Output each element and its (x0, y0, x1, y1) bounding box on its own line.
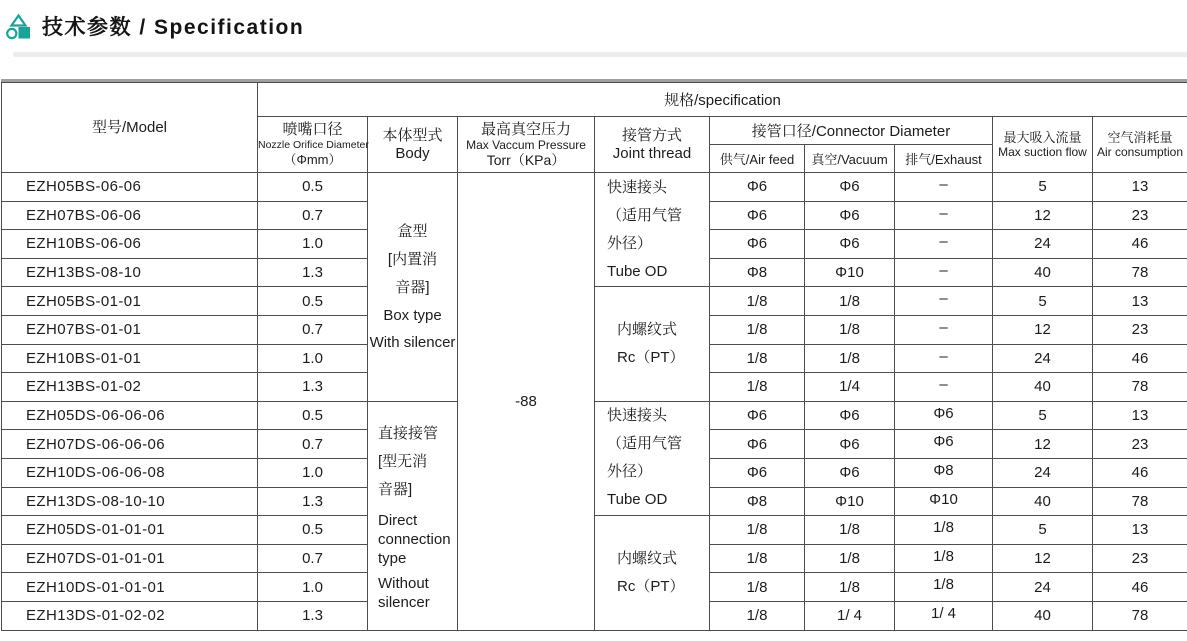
body-line: 盒型 (397, 222, 428, 240)
cell-consumption: 23 (1093, 430, 1187, 459)
header-air-feed: 供气/Air feed (710, 145, 805, 173)
cell-body-type-direct (368, 401, 458, 630)
header-specification: 规格/specification (258, 83, 1187, 117)
body-line: [型无消 (378, 452, 428, 470)
header-nozzle-zh: 喷嘴口径 (282, 121, 343, 138)
header-joint-zh: 接管方式 (621, 126, 682, 144)
cell-consumption: 78 (1093, 487, 1187, 516)
cell-air-feed: 1/8 (710, 344, 805, 373)
header-nozzle-unit: （Φmm） (283, 152, 342, 167)
cell-model: EZH07BS-01-01 (2, 315, 258, 344)
joint-line: 快速接头 (607, 178, 668, 196)
joint-line: 外径） (607, 463, 653, 481)
header-pressure-en: Max Vaccum Pressure (466, 138, 586, 152)
cell-suction: 12 (993, 315, 1093, 344)
table-row (2, 401, 1187, 430)
cell-suction: 24 (993, 458, 1093, 487)
cell-vacuum: 1/ 4 (805, 601, 895, 630)
header-consumption (1093, 117, 1187, 173)
cell-exhaust: Φ8 (895, 458, 993, 487)
cell-model: EZH07DS-06-06-06 (2, 430, 258, 459)
cell-air-feed: Φ6 (710, 430, 805, 459)
body-line: connection (378, 530, 451, 548)
joint-line: （适用气管 (607, 435, 683, 453)
body-line: Without (378, 574, 429, 592)
cell-nozzle: 1.0 (258, 344, 368, 373)
cell-suction: 40 (993, 487, 1093, 516)
cell-model: EZH10DS-06-06-08 (2, 458, 258, 487)
header-nozzle (258, 117, 368, 173)
cell-model: EZH05DS-06-06-06 (2, 401, 258, 430)
cell-suction: 5 (993, 287, 1093, 316)
cell-consumption: 23 (1093, 315, 1187, 344)
cell-suction: 24 (993, 573, 1093, 602)
cell-vacuum: Φ10 (805, 487, 895, 516)
cell-nozzle: 0.5 (258, 173, 368, 202)
cell-nozzle: 1.3 (258, 487, 368, 516)
body-line: type (378, 549, 407, 567)
cell-model: EZH13DS-01-02-02 (2, 601, 258, 630)
cell-suction: 12 (993, 201, 1093, 230)
body-line: [内置消 (387, 250, 438, 268)
cell-air-feed: Φ6 (710, 173, 805, 202)
header-joint (595, 117, 710, 173)
joint-line: Tube OD (607, 262, 668, 280)
header-consumption-zh: 空气消耗量 (1107, 130, 1173, 145)
cell-nozzle: 1.0 (258, 573, 368, 602)
cell-consumption: 13 (1093, 401, 1187, 430)
cell-exhaust: Φ10 (895, 487, 993, 516)
body-line: Box type (383, 306, 442, 324)
joint-line: Rc（PT） (617, 349, 685, 367)
cell-consumption: 46 (1093, 573, 1187, 602)
cell-model: EZH13BS-01-02 (2, 373, 258, 402)
cell-joint-quick-2 (595, 401, 710, 515)
cell-air-feed: 1/8 (710, 373, 805, 402)
cell-exhaust: – (895, 287, 993, 316)
header-body (368, 117, 458, 173)
spec-table (1, 82, 1187, 631)
cell-vacuum: Φ6 (805, 201, 895, 230)
cell-suction: 5 (993, 516, 1093, 545)
cell-suction: 24 (993, 230, 1093, 259)
cell-consumption: 78 (1093, 258, 1187, 287)
body-line: 直接接管 (378, 424, 439, 442)
cell-vacuum: Φ6 (805, 430, 895, 459)
cell-vacuum: 1/8 (805, 516, 895, 545)
body-line: silencer (378, 593, 430, 611)
cell-exhaust: – (895, 315, 993, 344)
header-nozzle-en: Nozzle Orifice Diameter (258, 139, 369, 151)
cell-suction: 40 (993, 601, 1093, 630)
cell-nozzle: 1.3 (258, 373, 368, 402)
cell-consumption: 13 (1093, 287, 1187, 316)
cell-nozzle: 0.7 (258, 315, 368, 344)
cell-exhaust: Φ6 (895, 430, 993, 459)
body-line: 音器] (378, 480, 413, 498)
cell-consumption: 23 (1093, 201, 1187, 230)
cell-consumption: 46 (1093, 458, 1187, 487)
cell-consumption: 46 (1093, 230, 1187, 259)
cell-model: EZH10BS-06-06 (2, 230, 258, 259)
cell-air-feed: Φ6 (710, 201, 805, 230)
cell-air-feed: Φ8 (710, 258, 805, 287)
cell-exhaust: – (895, 230, 993, 259)
cell-air-feed: 1/8 (710, 315, 805, 344)
cell-air-feed: 1/8 (710, 573, 805, 602)
cell-model: EZH05BS-01-01 (2, 287, 258, 316)
joint-line: （适用气管 (607, 206, 683, 224)
cell-nozzle: 0.5 (258, 516, 368, 545)
cell-nozzle: 0.7 (258, 201, 368, 230)
header-suction (993, 117, 1093, 173)
cell-body-type-box (368, 173, 458, 402)
cell-model: EZH10DS-01-01-01 (2, 573, 258, 602)
cell-vacuum: 1/8 (805, 573, 895, 602)
cell-model: EZH05BS-06-06 (2, 173, 258, 202)
body-line: With silencer (369, 333, 456, 351)
table-row (2, 287, 1187, 316)
cell-vacuum: 1/4 (805, 373, 895, 402)
cell-vacuum: Φ6 (805, 458, 895, 487)
header-pressure-unit: Torr（KPa） (486, 152, 566, 168)
cell-air-feed: 1/8 (710, 516, 805, 545)
table-row (2, 516, 1187, 545)
cell-suction: 5 (993, 401, 1093, 430)
cell-consumption: 13 (1093, 516, 1187, 545)
header-body-en: Body (395, 144, 430, 162)
cell-air-feed: Φ6 (710, 230, 805, 259)
header-consumption-en: Air consumption (1096, 145, 1184, 159)
cell-consumption: 78 (1093, 373, 1187, 402)
geometric-shapes-icon (6, 13, 33, 40)
cell-consumption: 23 (1093, 544, 1187, 573)
cell-exhaust: 1/8 (895, 516, 993, 545)
cell-model: EZH07BS-06-06 (2, 201, 258, 230)
joint-line: 内螺纹式 (617, 321, 678, 339)
cell-nozzle: 1.3 (258, 601, 368, 630)
cell-vacuum: Φ6 (805, 230, 895, 259)
cell-consumption: 13 (1093, 173, 1187, 202)
joint-line: 外径） (607, 234, 653, 252)
cell-suction: 12 (993, 430, 1093, 459)
cell-suction: 24 (993, 344, 1093, 373)
cell-nozzle: 0.5 (258, 401, 368, 430)
cell-air-feed: 1/8 (710, 601, 805, 630)
cell-vacuum: 1/8 (805, 315, 895, 344)
cell-nozzle: 0.5 (258, 287, 368, 316)
header-pressure (458, 117, 595, 173)
header-pressure-zh: 最高真空压力 (480, 121, 571, 138)
divider-bar (13, 52, 1187, 57)
page-header (6, 11, 304, 41)
table-row (2, 173, 1187, 202)
cell-exhaust: – (895, 201, 993, 230)
cell-exhaust: 1/8 (895, 573, 993, 602)
header-suction-zh: 最大吸入流量 (1003, 130, 1082, 145)
cell-vacuum: 1/8 (805, 344, 895, 373)
header-exhaust: 排气/Exhaust (895, 145, 993, 173)
cell-model: EZH13DS-08-10-10 (2, 487, 258, 516)
cell-nozzle: 1.0 (258, 458, 368, 487)
header-model: 型号/Model (2, 83, 258, 173)
header-connector: 接管口径/Connector Diameter (710, 117, 993, 145)
joint-line: Rc（PT） (617, 577, 685, 595)
cell-air-feed: Φ6 (710, 401, 805, 430)
cell-nozzle: 0.7 (258, 544, 368, 573)
cell-model: EZH05DS-01-01-01 (2, 516, 258, 545)
cell-exhaust: – (895, 373, 993, 402)
cell-joint-thread-2 (595, 516, 710, 630)
header-body-zh: 本体型式 (382, 126, 443, 144)
header-joint-en: Joint thread (612, 144, 692, 162)
header-row-spec (2, 83, 1187, 117)
cell-air-feed: Φ8 (710, 487, 805, 516)
cell-model: EZH07DS-01-01-01 (2, 544, 258, 573)
cell-model: EZH13BS-08-10 (2, 258, 258, 287)
body-line: Direct (378, 511, 418, 529)
cell-vacuum: Φ10 (805, 258, 895, 287)
cell-nozzle: 1.0 (258, 230, 368, 259)
body-line: 音器] (395, 278, 430, 296)
header-suction-en: Max suction flow (998, 145, 1087, 159)
cell-consumption: 78 (1093, 601, 1187, 630)
cell-exhaust: 1/8 (895, 544, 993, 573)
cell-joint-thread-1 (595, 287, 710, 401)
joint-line: 快速接头 (607, 407, 668, 425)
cell-max-vacuum-pressure: -88 (458, 173, 595, 631)
cell-joint-quick-1 (595, 173, 710, 287)
cell-exhaust: – (895, 173, 993, 202)
cell-vacuum: Φ6 (805, 401, 895, 430)
cell-suction: 5 (993, 173, 1093, 202)
cell-air-feed: 1/8 (710, 544, 805, 573)
cell-vacuum: 1/8 (805, 544, 895, 573)
cell-nozzle: 1.3 (258, 258, 368, 287)
cell-exhaust: – (895, 344, 993, 373)
cell-vacuum: Φ6 (805, 173, 895, 202)
cell-suction: 40 (993, 258, 1093, 287)
cell-exhaust: Φ6 (895, 401, 993, 430)
cell-suction: 12 (993, 544, 1093, 573)
header-vacuum: 真空/Vacuum (805, 145, 895, 173)
cell-consumption: 46 (1093, 344, 1187, 373)
joint-line: 内螺纹式 (617, 549, 678, 567)
cell-nozzle: 0.7 (258, 430, 368, 459)
cell-vacuum: 1/8 (805, 287, 895, 316)
cell-model: EZH10BS-01-01 (2, 344, 258, 373)
joint-line: Tube OD (607, 491, 668, 509)
cell-exhaust: 1/ 4 (895, 601, 993, 630)
cell-air-feed: 1/8 (710, 287, 805, 316)
page-title: 技术参数 / Specification (42, 16, 305, 39)
cell-air-feed: Φ6 (710, 458, 805, 487)
cell-suction: 40 (993, 373, 1093, 402)
cell-exhaust: – (895, 258, 993, 287)
